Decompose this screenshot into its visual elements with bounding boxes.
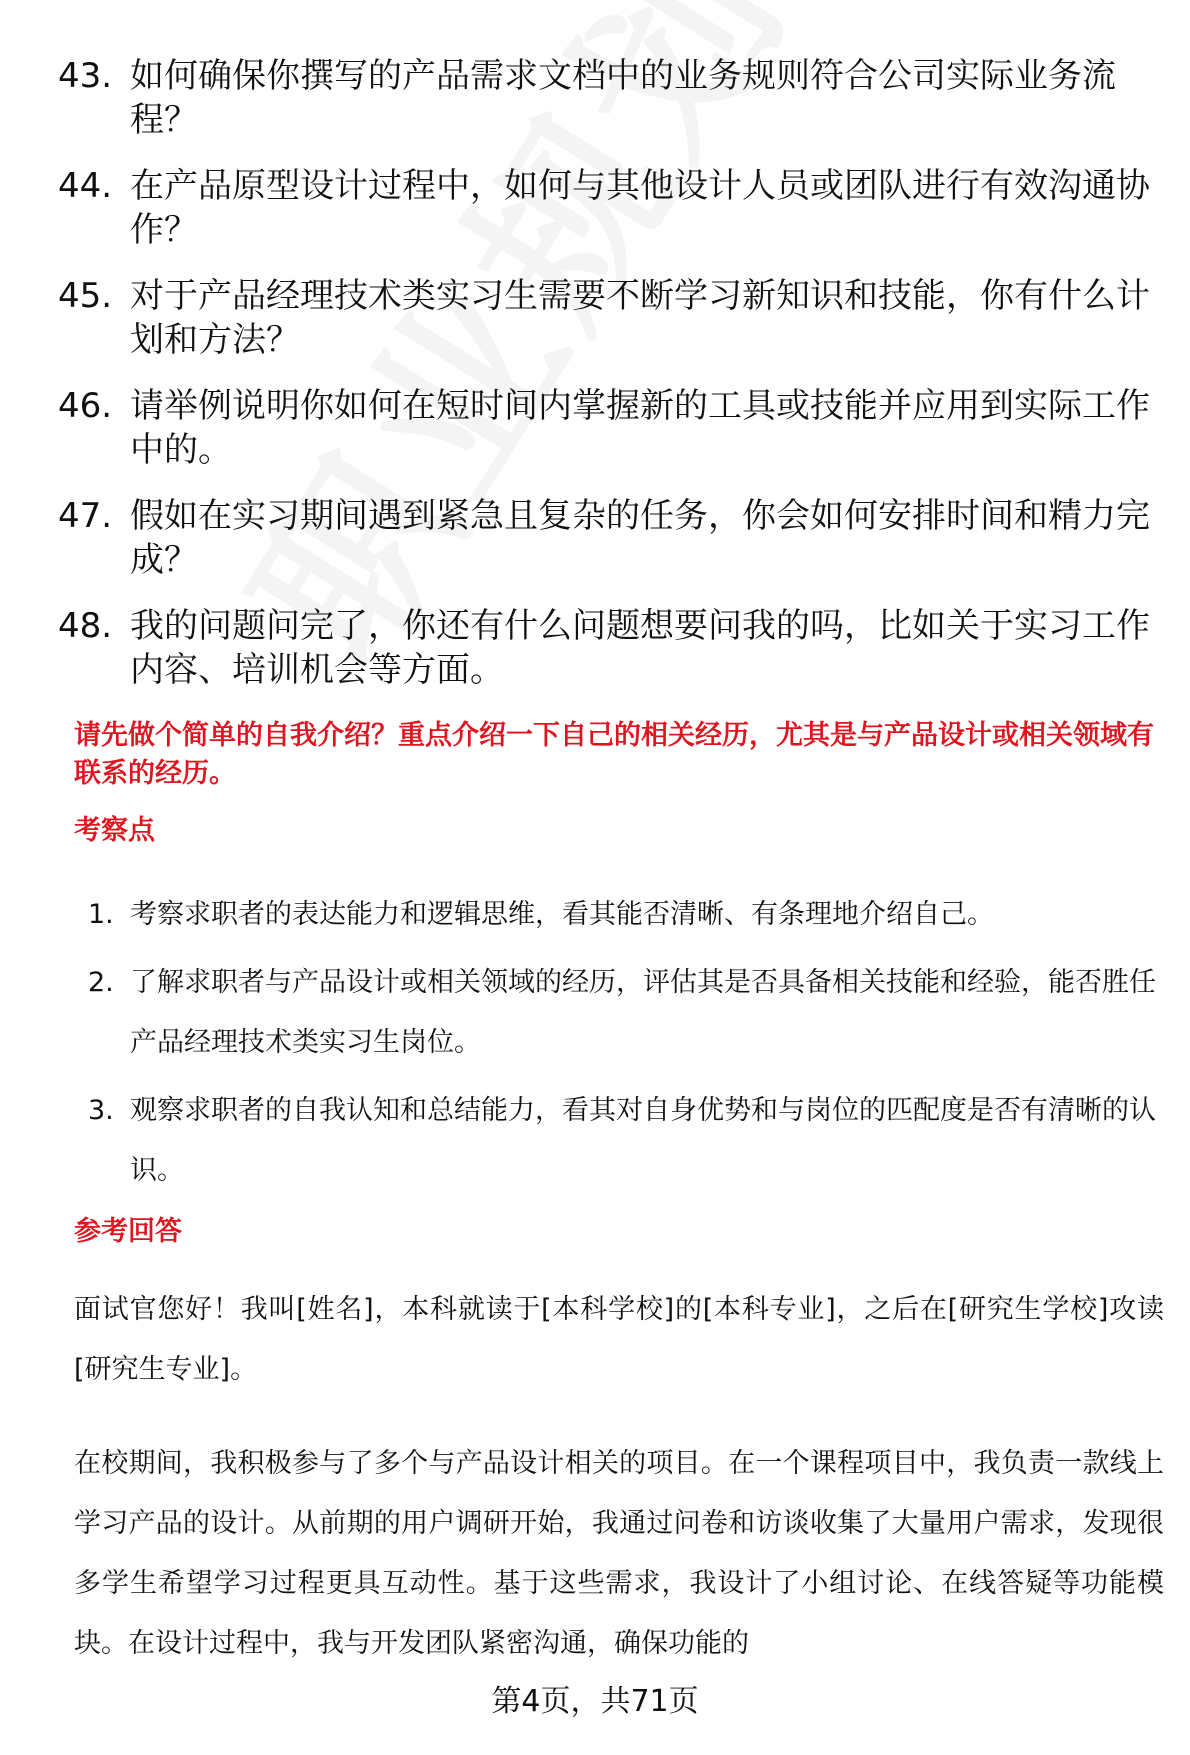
question-number: 44. xyxy=(58,166,113,206)
exam-point-item xyxy=(88,953,1168,1073)
question-text: 假如在实习期间遇到紧急且复杂的任务，你会如何安排时间和精力完成？ xyxy=(130,496,1150,580)
exam-point-number: 2. xyxy=(88,967,114,998)
section-question-heading: 请先做个简单的自我介绍？重点介绍一下自己的相关经历，尤其是与产品设计或相关领域有联系的经历。 xyxy=(74,720,1154,789)
question-item xyxy=(58,164,1158,252)
exam-point-item xyxy=(88,885,1168,945)
exam-point-item xyxy=(88,1081,1168,1201)
question-item xyxy=(58,494,1158,582)
question-text: 对于产品经理技术类实习生需要不断学习新知识和技能，你有什么计划和方法？ xyxy=(130,276,1150,360)
exam-point-number: 1. xyxy=(88,899,114,930)
question-number: 46. xyxy=(58,386,113,426)
exam-point-number: 3. xyxy=(88,1095,114,1126)
question-item xyxy=(58,384,1158,472)
question-text: 请举例说明你如何在短时间内掌握新的工具或技能并应用到实际工作中的。 xyxy=(130,386,1150,470)
question-text: 在产品原型设计过程中，如何与其他设计人员或团队进行有效沟通协作？ xyxy=(130,166,1150,250)
exam-point-text: 考察求职者的表达能力和逻辑思维，看其能否清晰、有条理地介绍自己。 xyxy=(130,899,994,930)
question-text: 如何确保你撰写的产品需求文档中的业务规则符合公司实际业务流程？ xyxy=(130,56,1116,140)
exam-point-text: 了解求职者与产品设计或相关领域的经历，评估其是否具备相关技能和经验，能否胜任产品经理技术类实习生岗位。 xyxy=(130,967,1156,1058)
reference-answer-label: 参考回答 xyxy=(74,1216,182,1247)
question-text: 我的问题问完了，你还有什么问题想要问我的吗，比如关于实习工作内容、培训机会等方面。 xyxy=(130,606,1150,690)
exam-points-list xyxy=(88,885,1168,1209)
exam-point-text: 观察求职者的自我认知和总结能力，看其对自身优势和与岗位的匹配度是否有清晰的认识。 xyxy=(130,1095,1156,1186)
answer-paragraph: 在校期间，我积极参与了多个与产品设计相关的项目。在一个课程项目中，我负责一款线上学习产品的设计。从前期的用户调研开始，我通过问卷和访谈收集了大量用户需求，发现很多学生希望学习过程更具互动性。基于这些需求，我设计了小组讨论、在线答疑等功能模块。在设计过程中，我与开发团队紧密沟通，确保功能的 xyxy=(74,1448,1164,1659)
question-number: 47. xyxy=(58,496,113,536)
question-number: 48. xyxy=(58,606,113,646)
question-number: 45. xyxy=(58,276,113,316)
page-footer: 第4页，共71页 xyxy=(491,1684,699,1719)
question-list xyxy=(58,54,1158,714)
question-number: 43. xyxy=(58,56,113,96)
question-item xyxy=(58,274,1158,362)
question-item xyxy=(58,604,1158,692)
answer-paragraph: 面试官您好！我叫[姓名]，本科就读于[本科学校]的[本科专业]，之后在[研究生学校]攻读[研究生专业]。 xyxy=(74,1294,1164,1385)
exam-points-label: 考察点 xyxy=(74,815,155,846)
question-item xyxy=(58,54,1158,142)
